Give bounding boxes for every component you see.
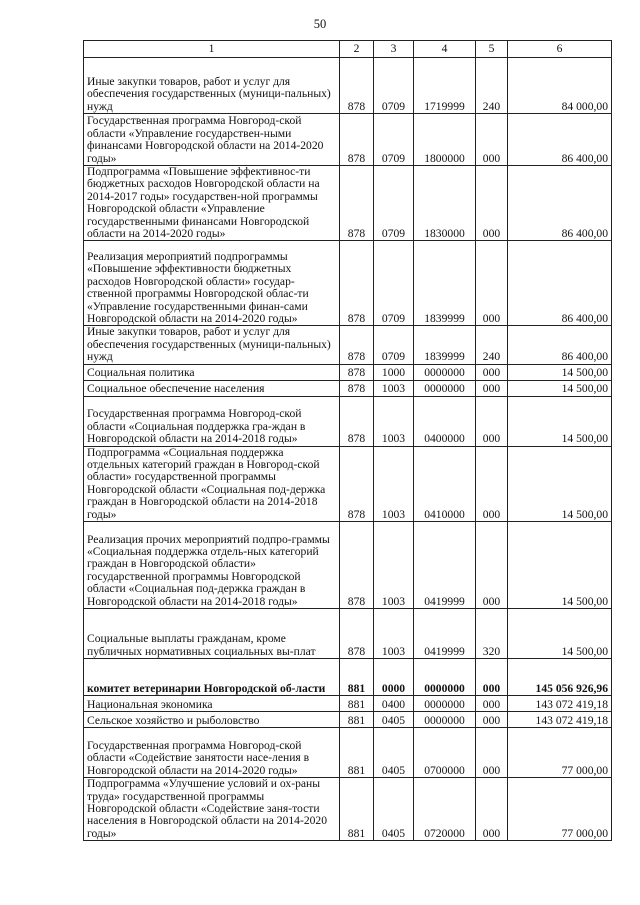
row-name-cell: Подпрограмма «Улучшение условий и ох-раны труда» государственной программы Новгородской области «Содействие заня-тости населения в Новгородской области на 2014-2020 годы» [84,778,340,841]
row-name-cell: комитет ветеринарии Новгородской об-ласти [84,659,340,696]
row-code-5-cell: 000 [476,396,508,446]
row-code-4-cell: 0419999 [414,609,476,659]
row-name-cell: Сельское хозяйство и рыболовство [84,712,340,728]
row-amount-cell: 84 000,00 [508,58,612,114]
row-code-2-cell: 878 [340,609,374,659]
row-amount-cell: 14 500,00 [508,396,612,446]
row-code-2-cell: 878 [340,446,374,521]
header-col-1: 1 [84,41,340,58]
row-code-2-cell: 881 [340,728,374,778]
budget-table-body [84,41,612,841]
row-code-3-cell: 0000 [374,659,414,696]
row-name-cell: Иные закупки товаров, работ и услуг для обеспечения государственных (муници-пальных) нужд [84,326,340,364]
header-col-3: 3 [374,41,414,58]
row-code-4-cell: 0400000 [414,396,476,446]
row-code-5-cell: 000 [476,166,508,241]
table-row [84,446,612,521]
row-code-2-cell: 878 [340,364,374,380]
row-amount-cell: 143 072 419,18 [508,712,612,728]
row-code-5-cell: 000 [476,380,508,396]
row-code-5-cell: 000 [476,778,508,841]
row-code-2-cell: 878 [340,58,374,114]
page-number: 50 [313,17,327,31]
row-code-4-cell: 1839999 [414,326,476,364]
row-code-4-cell: 1830000 [414,166,476,241]
row-code-2-cell: 878 [340,166,374,241]
row-code-5-cell: 320 [476,609,508,659]
row-code-4-cell: 0410000 [414,446,476,521]
table-row [84,396,612,446]
row-amount-cell: 14 500,00 [508,446,612,521]
header-col-4: 4 [414,41,476,58]
row-amount-cell: 86 400,00 [508,114,612,166]
row-code-5-cell: 000 [476,522,508,609]
row-code-4-cell: 0419999 [414,522,476,609]
row-code-5-cell: 240 [476,58,508,114]
row-name-cell: Иные закупки товаров, работ и услуг для обеспечения государственных (муници-пальных) нужд [84,58,340,114]
row-name-cell: Социальные выплаты гражданам, кроме публичных нормативных социальных вы-плат [84,609,340,659]
row-code-4-cell: 1719999 [414,58,476,114]
row-name-cell: Государственная программа Новгород-ской области «Содействие занятости насе-ления в Новгородской области на 2014-2020 годы» [84,728,340,778]
row-code-5-cell: 000 [476,241,508,326]
row-code-3-cell: 1000 [374,364,414,380]
row-code-5-cell: 000 [476,659,508,696]
table-row [84,659,612,696]
row-name-cell: Государственная программа Новгород-ской области «Управление государствен-ными финансами Новгородской области на 2014-2020 годы» [84,114,340,166]
row-amount-cell: 86 400,00 [508,241,612,326]
row-code-3-cell: 1003 [374,396,414,446]
row-code-4-cell: 0000000 [414,364,476,380]
row-code-4-cell: 0000000 [414,712,476,728]
row-code-3-cell: 0709 [374,241,414,326]
table-row [84,380,612,396]
row-code-3-cell: 1003 [374,522,414,609]
table-row [84,712,612,728]
row-code-3-cell: 0400 [374,696,414,712]
table-row [84,58,612,114]
budget-table [83,40,612,841]
row-amount-cell: 77 000,00 [508,728,612,778]
row-amount-cell: 14 500,00 [508,609,612,659]
row-code-5-cell: 000 [476,364,508,380]
row-code-3-cell: 0405 [374,778,414,841]
row-code-2-cell: 878 [340,241,374,326]
row-code-4-cell: 0000000 [414,380,476,396]
table-row [84,166,612,241]
row-code-3-cell: 0405 [374,728,414,778]
row-amount-cell: 145 056 926,96 [508,659,612,696]
row-code-2-cell: 881 [340,778,374,841]
row-code-4-cell: 0700000 [414,728,476,778]
table-row [84,778,612,841]
table-row [84,241,612,326]
row-code-5-cell: 000 [476,728,508,778]
row-name-cell: Подпрограмма «Повышение эффективнос-ти бюджетных расходов Новгородской области на 2014-2017 годы» государствен-ной программы Новгородской области «Управление государственными финансами Новгородской области на 2014-2020 годы» [84,166,340,241]
row-name-cell: Реализация прочих мероприятий подпро-граммы «Социальная поддержка отдель-ных категорий граждан в Новгородской области» государственной программы Новгородской области «Социальная под-держка граждан в Новгородской области на 2014-2018 годы» [84,522,340,609]
row-code-3-cell: 0709 [374,326,414,364]
row-amount-cell: 14 500,00 [508,380,612,396]
row-name-cell: Государственная программа Новгород-ской области «Социальная поддержка гра-ждан в Новгородской области на 2014-2018 годы» [84,396,340,446]
row-code-3-cell: 0709 [374,114,414,166]
row-code-3-cell: 0709 [374,166,414,241]
row-code-2-cell: 878 [340,522,374,609]
row-name-cell: Подпрограмма «Социальная поддержка отдельных категорий граждан в Новгород-ской области» государственной программы Новгородской области «Социальная под-держка граждан в Новгородской области на 2014-2018 годы» [84,446,340,521]
row-code-2-cell: 878 [340,114,374,166]
row-code-5-cell: 240 [476,326,508,364]
table-row [84,114,612,166]
table-row [84,696,612,712]
row-amount-cell: 143 072 419,18 [508,696,612,712]
row-code-5-cell: 000 [476,446,508,521]
row-name-cell: Социальное обеспечение населения [84,380,340,396]
row-name-cell: Социальная политика [84,364,340,380]
row-amount-cell: 14 500,00 [508,522,612,609]
row-code-3-cell: 1003 [374,609,414,659]
row-code-2-cell: 878 [340,380,374,396]
row-code-4-cell: 0000000 [414,659,476,696]
table-row [84,364,612,380]
row-code-2-cell: 878 [340,396,374,446]
row-code-2-cell: 881 [340,712,374,728]
row-code-3-cell: 0405 [374,712,414,728]
table-row [84,326,612,364]
row-code-5-cell: 000 [476,114,508,166]
header-col-5: 5 [476,41,508,58]
table-row [84,728,612,778]
row-code-4-cell: 0000000 [414,696,476,712]
header-col-6: 6 [508,41,612,58]
row-code-4-cell: 0720000 [414,778,476,841]
row-code-3-cell: 1003 [374,446,414,521]
row-name-cell: Реализация мероприятий подпрограммы «Повышение эффективности бюджетных расходов Новгородской области» государ-ственной программы Новгородской облас-ти «Управление государственными финан-сами Новгородской области на 2014-2020 годы» [84,241,340,326]
table-row [84,609,612,659]
row-amount-cell: 86 400,00 [508,166,612,241]
row-name-cell: Национальная экономика [84,696,340,712]
table-row [84,522,612,609]
row-amount-cell: 14 500,00 [508,364,612,380]
table-header-row [84,41,612,58]
row-code-2-cell: 878 [340,326,374,364]
row-amount-cell: 86 400,00 [508,326,612,364]
row-code-4-cell: 1800000 [414,114,476,166]
row-code-2-cell: 881 [340,659,374,696]
row-code-4-cell: 1839999 [414,241,476,326]
row-code-5-cell: 000 [476,696,508,712]
row-code-2-cell: 881 [340,696,374,712]
row-code-3-cell: 0709 [374,58,414,114]
row-amount-cell: 77 000,00 [508,778,612,841]
row-code-3-cell: 1003 [374,380,414,396]
row-code-5-cell: 000 [476,712,508,728]
header-col-2: 2 [340,41,374,58]
